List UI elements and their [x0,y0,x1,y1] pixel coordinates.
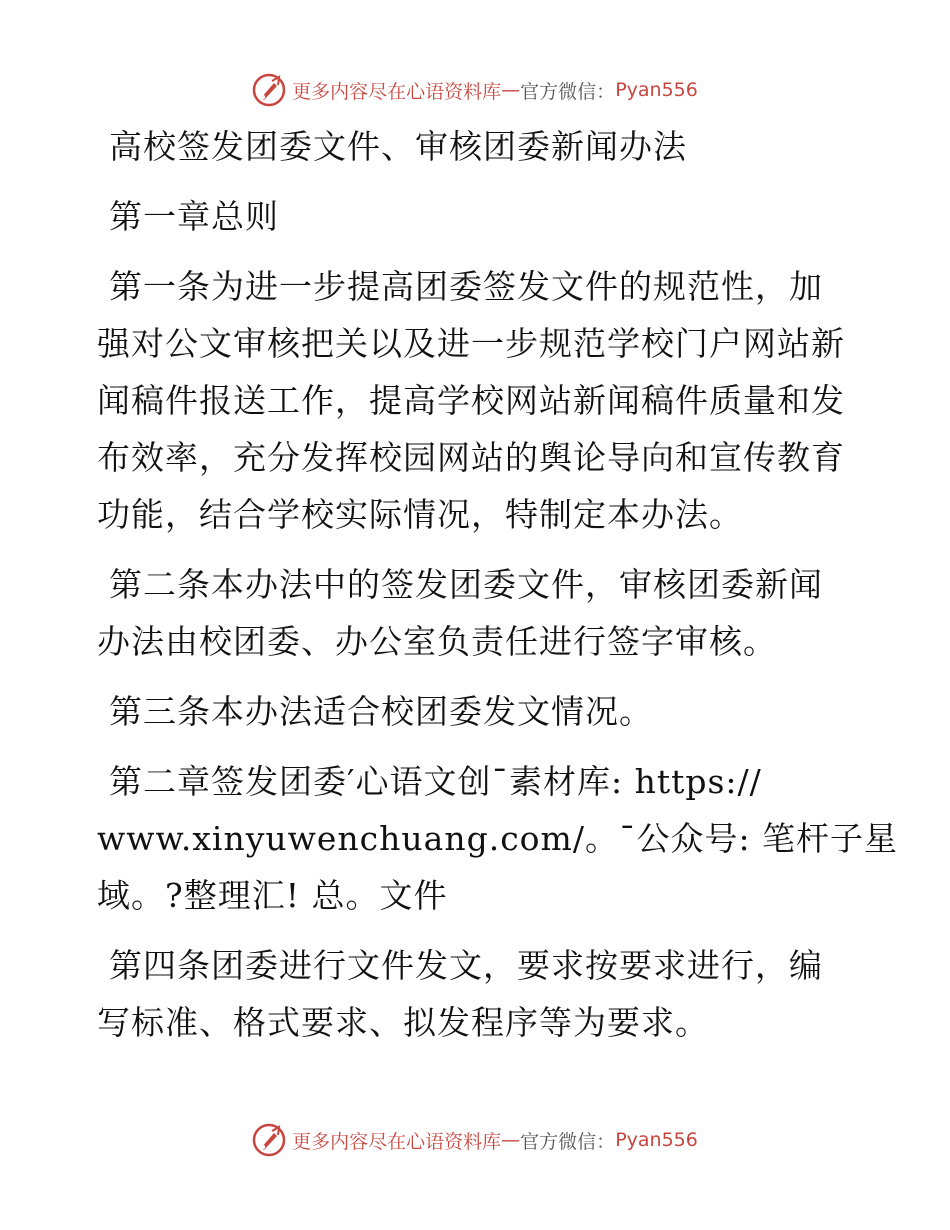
wechat-id: Pyan556 [615,79,698,101]
chapter-2 [97,753,899,924]
wechat-id: Pyan556 [615,1129,698,1151]
article-2-line: 办法由校团委、办公室负责任进行签字审核。 [97,622,777,661]
quill-logo-icon [252,73,286,107]
chapter-2-line: 第二章签发团委′心语文创¯素材库: https:// [109,762,762,801]
article-1-line: 功能，结合学校实际情况，特制定本办法。 [97,495,743,534]
article-3: 第三条本办法适合校团委发文情况。 [109,692,653,731]
watermark-text: 更多内容尽在心语资料库 [292,1130,502,1153]
article-4 [97,937,857,1051]
quill-logo-icon [252,1123,286,1157]
chapter-2-line: www.xinyuwenchuang.com/。¯公众号: 笔杆子星 [97,819,899,858]
document-body [97,118,899,1064]
article-1 [97,258,857,543]
article-2 [97,556,857,670]
article-1-line: 布效率，充分发挥校园网站的舆论导向和宣传教育 [97,438,845,477]
footer-watermark [0,1120,950,1160]
article-1-line: 闻稿件报送工作，提高学校网站新闻稿件质量和发 [97,381,845,420]
wechat-label: 官方微信： [520,1130,616,1153]
article-1-line: 第一条为进一步提高团委签发文件的规范性，加 [109,267,823,306]
document-title: 高校签发团委文件、审核团委新闻办法 [109,127,687,166]
article-4-line: 第四条团委进行文件发文，要求按要求进行，编 [109,946,823,985]
watermark-text: 更多内容尽在心语资料库 [292,80,502,103]
watermark-dash: — [501,1129,521,1151]
article-1-line: 强对公文审核把关以及进一步规范学校门户网站新 [97,324,845,363]
watermark-dash: — [501,79,521,101]
chapter-1-heading: 第一章总则 [109,197,279,236]
header-watermark [0,70,950,110]
article-2-line: 第二条本办法中的签发团委文件，审核团委新闻 [109,565,823,604]
chapter-2-line: 域。?整理汇! 总。文件 [97,876,448,915]
article-4-line: 写标准、格式要求、拟发程序等为要求。 [97,1003,709,1042]
wechat-label: 官方微信： [520,80,616,103]
